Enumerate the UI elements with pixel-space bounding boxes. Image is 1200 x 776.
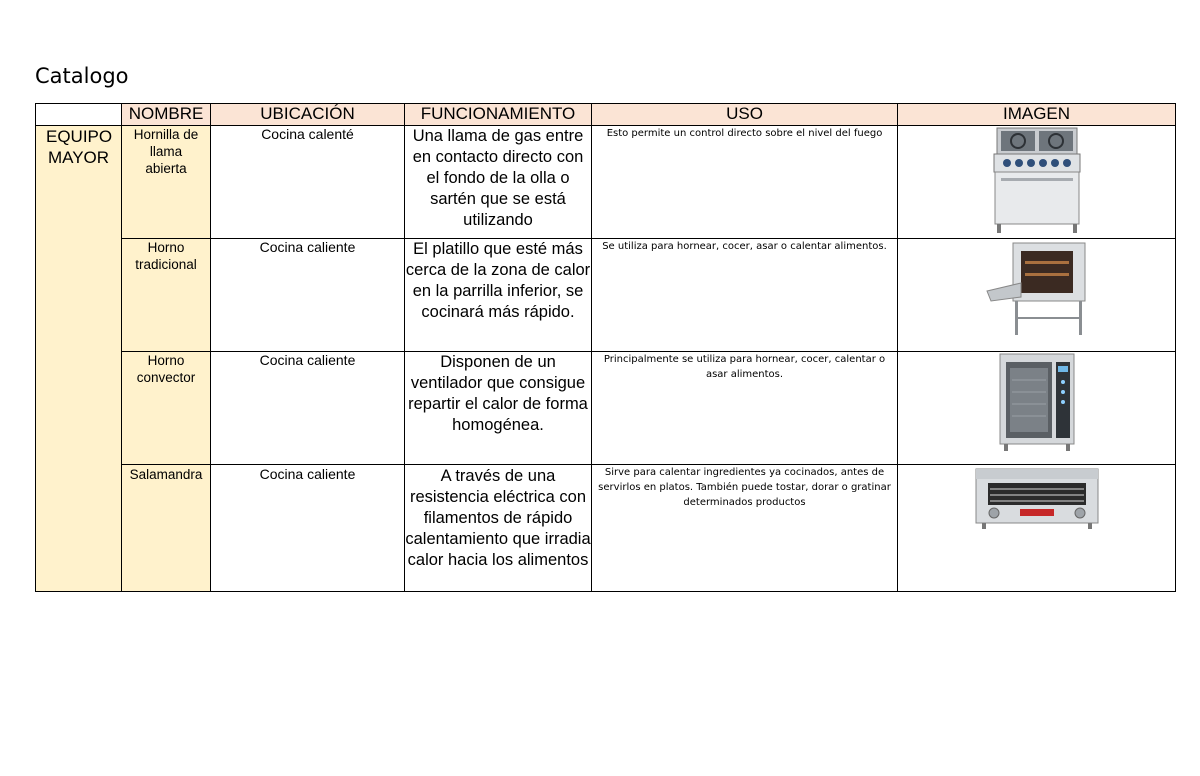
header-imagen: IMAGEN (898, 104, 1176, 126)
header-row (36, 104, 1176, 126)
funcionamiento-cell: El platillo que esté más cerca de la zona de calor en la parrilla inferior, se cocinará más rápido. (405, 239, 592, 352)
header-uso: USO (592, 104, 898, 126)
ubicacion-cell: Cocina calenté (211, 126, 405, 239)
funcionamiento-cell: A través de una resistencia eléctrica con filamentos de rápido calentamiento que irradia calor hacia los alimentos (405, 465, 592, 592)
funcionamiento-cell: Disponen de un ventilador que consigue repartir el calor de forma homogénea. (405, 352, 592, 465)
nombre-cell: Hornilla de llama abierta (122, 126, 211, 239)
uso-cell: Sirve para calentar ingredientes ya cocinados, antes de servirlos en platos. También puede tostar, dorar o gratinar determinados productos (592, 465, 898, 592)
convection-oven-icon (998, 352, 1076, 452)
nombre-cell: Horno tradicional (122, 239, 211, 352)
imagen-cell (898, 465, 1176, 592)
table-row (36, 126, 1176, 239)
ubicacion-cell: Cocina caliente (211, 465, 405, 592)
ubicacion-cell: Cocina caliente (211, 239, 405, 352)
header-blank (36, 104, 122, 126)
nombre-cell: Horno convector (122, 352, 211, 465)
table-row (36, 352, 1176, 465)
traditional-oven-icon (985, 239, 1089, 339)
uso-cell: Principalmente se utiliza para hornear, cocer, calentar o asar alimentos. (592, 352, 898, 465)
table-row (36, 465, 1176, 592)
document-title: Catalogo (35, 64, 129, 88)
uso-cell: Se utiliza para hornear, cocer, asar o calentar alimentos. (592, 239, 898, 352)
salamander-grill-icon (974, 465, 1100, 531)
imagen-cell (898, 239, 1176, 352)
gas-range-oven-icon (991, 126, 1083, 234)
catalog-table (35, 103, 1176, 592)
category-cell: EQUIPO MAYOR (36, 126, 122, 592)
header-funcionamiento: FUNCIONAMIENTO (405, 104, 592, 126)
header-ubicacion: UBICACIÓN (211, 104, 405, 126)
imagen-cell (898, 352, 1176, 465)
ubicacion-cell: Cocina caliente (211, 352, 405, 465)
nombre-cell: Salamandra (122, 465, 211, 592)
uso-cell: Esto permite un control directo sobre el nivel del fuego (592, 126, 898, 239)
imagen-cell (898, 126, 1176, 239)
header-nombre: NOMBRE (122, 104, 211, 126)
table-row (36, 239, 1176, 352)
funcionamiento-cell: Una llama de gas entre en contacto directo con el fondo de la olla o sartén que se está utilizando (405, 126, 592, 239)
